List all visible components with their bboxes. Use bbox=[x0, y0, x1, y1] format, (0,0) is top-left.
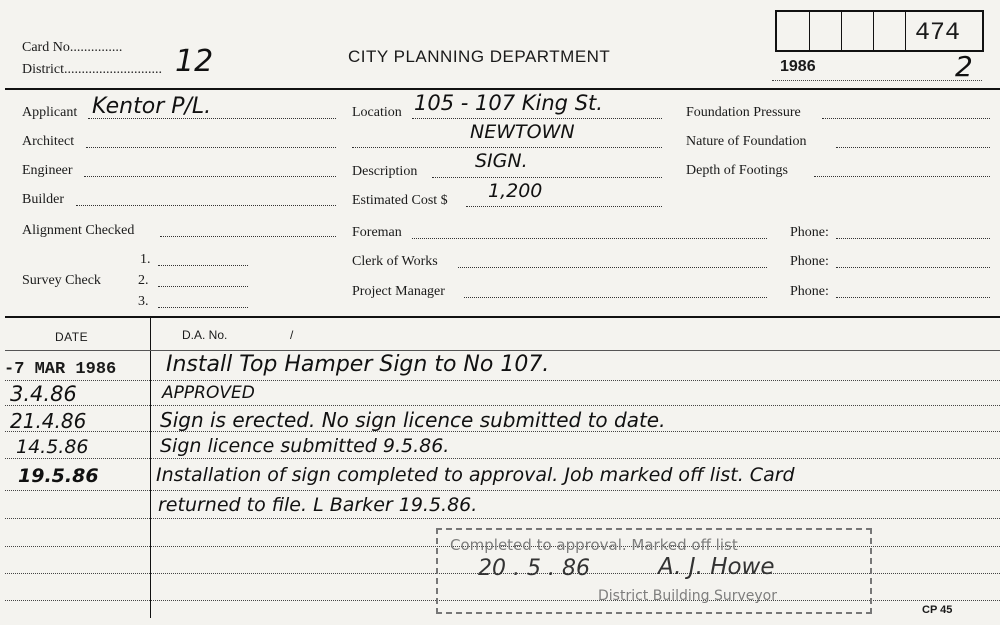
department-title: CITY PLANNING DEPARTMENT bbox=[348, 47, 611, 66]
builder-label: Builder bbox=[22, 192, 64, 207]
clerk-of-works-label: Clerk of Works bbox=[352, 254, 438, 269]
log-divider bbox=[5, 316, 1000, 318]
applicant-label: Applicant bbox=[22, 105, 78, 120]
da-no-slash: / bbox=[290, 328, 294, 342]
da-no-header: D.A. No. bbox=[182, 328, 228, 342]
location-value-2: NEWTOWN bbox=[470, 121, 575, 143]
approval-stamp bbox=[436, 528, 872, 614]
log-date-3: 21.4.86 bbox=[10, 409, 87, 433]
foundation-pressure-label: Foundation Pressure bbox=[686, 105, 801, 120]
project-manager-label: Project Manager bbox=[352, 284, 445, 299]
log-text-5: Installation of sign completed to approval. Job marked off list. Card bbox=[156, 464, 795, 486]
date-header: DATE bbox=[55, 330, 89, 344]
district-label: District............................ bbox=[22, 62, 162, 77]
stamp-line-3: District Building Surveyor bbox=[598, 588, 777, 604]
architect-label: Architect bbox=[22, 134, 75, 149]
card-number: 474 bbox=[915, 18, 961, 47]
log-text-4: Sign licence submitted 9.5.86. bbox=[160, 435, 450, 457]
log-text-6: returned to file. L Barker 19.5.86. bbox=[158, 494, 478, 516]
description-value: SIGN. bbox=[475, 150, 528, 172]
location-label: Location bbox=[352, 105, 402, 120]
depth-of-footings-label: Depth of Footings bbox=[686, 163, 788, 178]
stamp-line-1: Completed to approval. Marked off list bbox=[450, 536, 738, 554]
foreman-phone-label: Phone: bbox=[790, 225, 829, 240]
location-value: 105 - 107 King St. bbox=[414, 91, 603, 115]
engineer-label: Engineer bbox=[22, 163, 73, 178]
survey-1-label: 1. bbox=[140, 252, 151, 267]
survey-2-label: 2. bbox=[138, 273, 149, 288]
alignment-label: Alignment Checked bbox=[22, 223, 135, 238]
description-label: Description bbox=[352, 164, 418, 179]
stamp-date: 20 . 5 . 86 bbox=[478, 556, 590, 581]
card-sheet: 2 bbox=[955, 50, 973, 83]
form-code: CP 45 bbox=[922, 604, 953, 616]
log-text-2: APPROVED bbox=[162, 383, 255, 403]
pm-phone-label: Phone: bbox=[790, 284, 829, 299]
nature-of-foundation-label: Nature of Foundation bbox=[686, 134, 807, 149]
log-text-1: Install Top Hamper Sign to No 107. bbox=[166, 352, 550, 377]
year: 1986 bbox=[780, 58, 816, 75]
survey-3-label: 3. bbox=[138, 294, 149, 309]
log-date-1: -7 MAR 1986 bbox=[4, 360, 117, 379]
applicant-value: Kentor P/L. bbox=[92, 94, 212, 119]
foreman-label: Foreman bbox=[352, 225, 402, 240]
district-value: 12 bbox=[175, 44, 214, 79]
estimated-cost-value: 1,200 bbox=[488, 180, 543, 202]
estimated-cost-label: Estimated Cost $ bbox=[352, 193, 448, 208]
card-no-label: Card No............... bbox=[22, 40, 123, 55]
log-date-5: 19.5.86 bbox=[18, 465, 99, 487]
log-date-4: 14.5.86 bbox=[16, 436, 89, 458]
log-date-2: 3.4.86 bbox=[10, 382, 77, 406]
log-text-3: Sign is erected. No sign licence submitted to date. bbox=[160, 408, 666, 432]
stamp-signature: A. J. Howe bbox=[658, 554, 775, 580]
header-divider bbox=[5, 88, 1000, 90]
clerk-phone-label: Phone: bbox=[790, 254, 829, 269]
survey-label: Survey Check bbox=[22, 273, 101, 288]
card-number-box bbox=[775, 10, 984, 52]
